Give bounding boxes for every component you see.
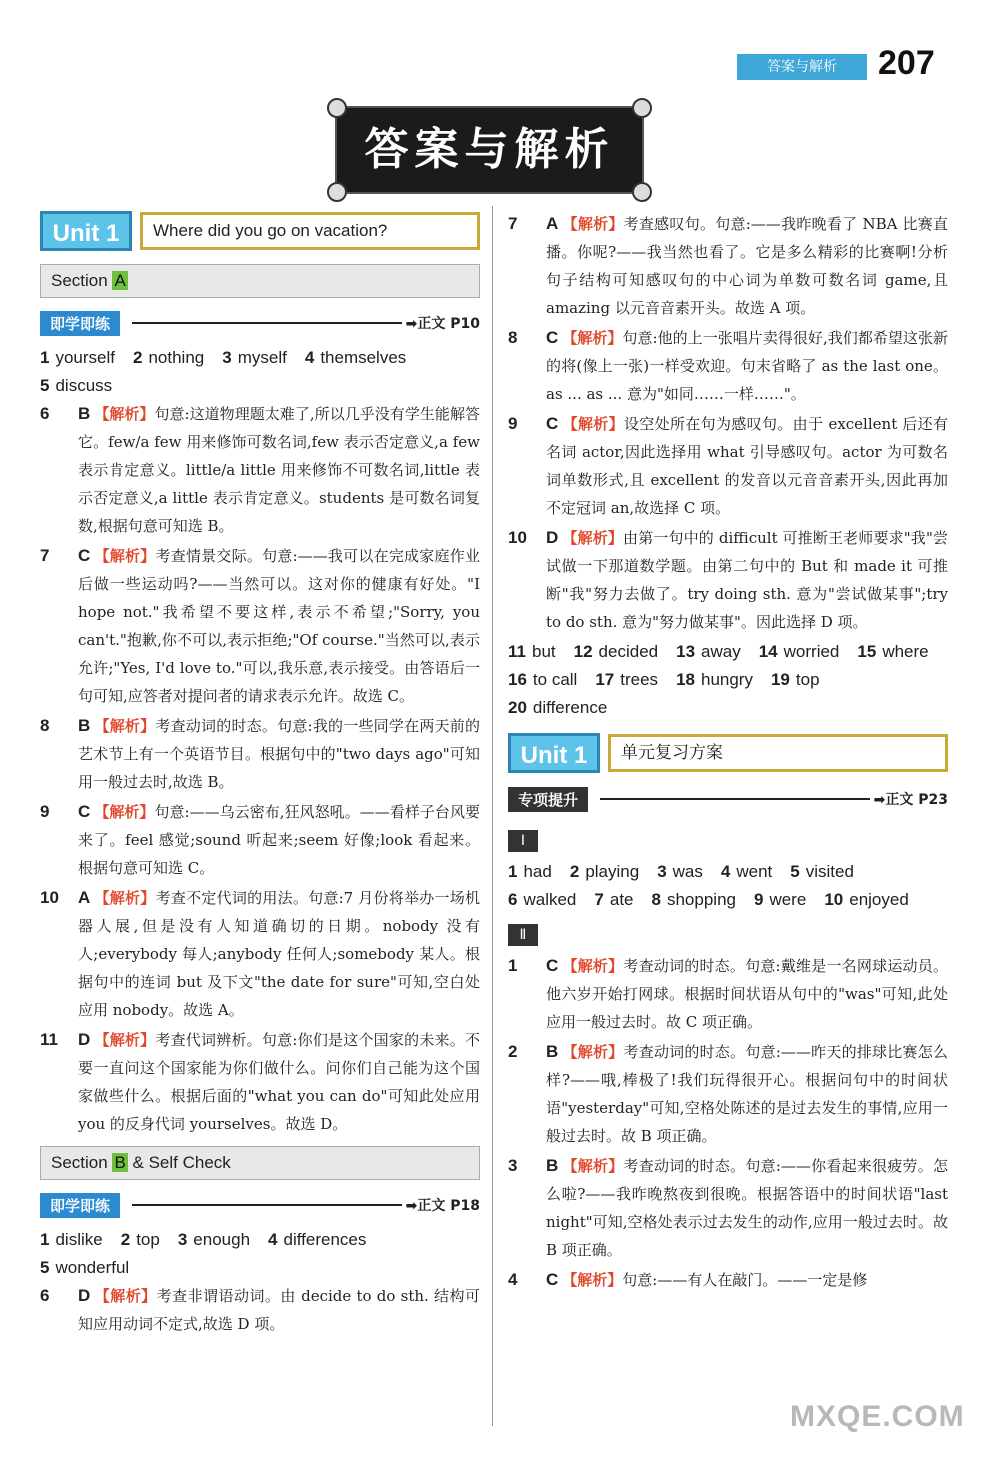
answer-number: 16 (508, 670, 527, 689)
right-column (508, 210, 948, 1296)
item-number (508, 952, 546, 1036)
unit-tag: Unit 1 (508, 733, 600, 773)
answer-item (594, 886, 633, 914)
item-text (546, 210, 948, 322)
answer-choice: C (546, 328, 559, 347)
question-number: 4 (508, 1270, 518, 1289)
answer-item (508, 638, 556, 666)
analysis-text: 考查感叹句。句意:——我昨晚看了 NBA 比赛直播。你呢?——我当然也看了。它是多么精彩的比赛啊!分析句子结构可知感叹句的中心词为单数可数名词 game,且 amazing 以元音音素开头。故选 A 项。 (546, 215, 948, 317)
answer-word: visited (805, 862, 854, 881)
question-number: 9 (40, 802, 50, 821)
item-text (78, 712, 480, 796)
answer-item (40, 344, 115, 372)
analysis-text: 考查非谓语动词。由 decide to do sth. 结构可知应用动词不定式,故选 D 项。 (78, 1287, 480, 1333)
section-prefix: Section (51, 271, 108, 290)
answer-list (40, 344, 480, 400)
section-b-header (40, 1146, 480, 1180)
analysis-text: 考查不定代词的用法。句意:7 月份将举办一场机器人展,但是没有人知道确切的日期。nobody 没有人;everybody 每人;anybody 任何人;somebody 某人。根据句中的连词 but 及下文"the date for sure"可知,空白处应用 nobody。故选 A。 (78, 889, 480, 1019)
answer-word: where (882, 642, 929, 661)
answer-item (508, 886, 576, 914)
question-number: 6 (40, 1286, 50, 1305)
answer-word: differences (283, 1230, 367, 1249)
analysis-label: 【解析】 (94, 1287, 157, 1305)
explanation-item (508, 1038, 948, 1150)
analysis-text: 考查动词的时态。句意:戴维是一名网球运动员。他六岁开始打网球。根据时间状语从句中的"was"可知,此处应用一般过去时。故 C 项正确。 (546, 957, 948, 1031)
analysis-text: 考查动词的时态。句意:——昨天的排球比赛怎么样?——哦,棒极了!我们玩得很开心。根据问句中的时间状语"yesterday"可知,空格处陈述的是过去发生的事情,应用一般过去时。故 B 项正确。 (546, 1043, 948, 1145)
answer-item (759, 638, 840, 666)
question-number: 8 (40, 716, 50, 735)
explanation-item (40, 712, 480, 796)
answer-number: 3 (177, 1230, 188, 1249)
answer-list (508, 638, 948, 722)
unit-title: 单元复习方案 (608, 734, 948, 772)
analysis-label: 【解析】 (562, 415, 624, 433)
answer-choice: A (78, 888, 91, 907)
answer-word: hungry (700, 670, 753, 689)
item-number (40, 798, 78, 882)
answer-word: yourself (55, 348, 115, 367)
banner-text: 答案与解析 (364, 124, 615, 175)
analysis-label: 【解析】 (562, 529, 624, 547)
analysis-text: 考查代词辨析。句意:你们是这个国家的未来。不要一直问这个国家能为你们做什么。问你们自己能为这个国家做些什么。根据后面的"what you can do"可知此处应用 you 的反身代词 yourselves。故选 D。 (78, 1031, 480, 1133)
answer-item (178, 1226, 250, 1254)
analysis-text: 考查动词的时态。句意:——你看起来很疲劳。怎么啦?——我昨晚熬夜到很晚。根据答语中的时间状语"last night"可知,空格处表示过去发生的动作,应用一般过去时。故 B 项正确。 (546, 1157, 948, 1259)
page-ref: ➡正文 P23 (873, 792, 948, 808)
answer-choice: C (546, 414, 559, 433)
answer-word: top (795, 670, 820, 689)
answer-word: trees (620, 670, 659, 689)
answer-number: 2 (569, 862, 580, 881)
answer-item (754, 886, 806, 914)
answer-number: 2 (120, 1230, 131, 1249)
item-number (508, 1266, 546, 1294)
answer-word: enjoyed (849, 890, 909, 909)
answer-choice: D (546, 528, 559, 547)
banner-knob (327, 182, 347, 202)
analysis-label: 【解析】 (94, 547, 156, 565)
analysis-text: 句意:——有人在敲门。——一定是修 (622, 1271, 868, 1289)
answer-item (574, 638, 658, 666)
unit-header (508, 732, 948, 774)
answer-number: 3 (657, 862, 667, 881)
answer-number: 17 (595, 670, 615, 689)
item-text (78, 884, 480, 1024)
explanation-item (40, 400, 480, 540)
question-number: 10 (508, 528, 527, 547)
section-letter: A (114, 271, 126, 290)
answer-word: went (736, 862, 773, 881)
explanation-item (508, 324, 948, 408)
explanation-item (508, 410, 948, 522)
unit-tag: Unit 1 (40, 211, 132, 251)
analysis-label: 【解析】 (94, 405, 155, 423)
practice-line (600, 798, 870, 800)
answer-word: nothing (148, 348, 205, 367)
explanation-item (40, 798, 480, 882)
practice-line (132, 322, 402, 324)
answer-number: 18 (676, 670, 695, 689)
section-prefix: Section (51, 1153, 108, 1172)
explanation-list (40, 1282, 480, 1338)
answer-item (676, 666, 753, 694)
item-text (546, 1266, 948, 1294)
explanation-item (508, 1266, 948, 1294)
practice-tag: 即学即练 (40, 1193, 120, 1218)
question-number: 1 (508, 956, 518, 975)
explanation-list (508, 952, 948, 1294)
answer-item (268, 1226, 366, 1254)
answer-word: walked (523, 890, 577, 909)
answer-number: 9 (753, 890, 764, 909)
answer-item (790, 858, 854, 886)
analysis-label: 【解析】 (562, 1157, 624, 1175)
section-letter: B (114, 1153, 126, 1172)
answer-item (595, 666, 658, 694)
item-text (546, 952, 948, 1036)
answer-item (657, 858, 703, 886)
answer-item (652, 886, 736, 914)
analysis-label: 【解析】 (94, 803, 155, 821)
answer-number: 4 (268, 1230, 278, 1249)
answer-item (222, 344, 287, 372)
question-number: 7 (40, 546, 50, 565)
question-number: 10 (40, 888, 59, 907)
answer-number: 8 (651, 890, 661, 909)
answer-number: 20 (508, 698, 527, 717)
analysis-label: 【解析】 (562, 1043, 624, 1061)
answer-number: 10 (824, 890, 844, 909)
answer-word: myself (237, 348, 287, 367)
answer-word: were (769, 890, 807, 909)
analysis-label: 【解析】 (94, 1031, 156, 1049)
answer-number: 19 (770, 670, 790, 689)
practice-tag: 即学即练 (40, 311, 120, 336)
answer-word: had (523, 862, 552, 881)
item-text (546, 1038, 948, 1150)
answer-list (40, 1226, 480, 1282)
answer-word: dislike (55, 1230, 103, 1249)
left-column (40, 210, 480, 1340)
part-marker: Ⅰ (508, 830, 538, 852)
banner-knob (632, 182, 652, 202)
answer-number: 4 (720, 862, 731, 881)
item-number (508, 524, 546, 636)
answer-item (676, 638, 741, 666)
analysis-text: 考查情景交际。句意:——我可以在完成家庭作业后做一些运动吗?——当然可以。这对你的健康有好处。"I hope not."我希望不要这样,表示不希望;"Sorry, you can't."抱歉,你不可以,表示拒绝;"Of course."当然可以,表示允许;"Yes, I'd love to."可以,我乐意,表示接受。由答语后一句可知,应答者对提问者的请求表示允许。故选 C。 (78, 547, 480, 705)
answer-item (508, 858, 552, 886)
practice-bar (508, 786, 948, 812)
answer-word: difference (532, 698, 608, 717)
practice-line (132, 1204, 402, 1206)
section-a-header (40, 264, 480, 298)
answer-choice: B (78, 716, 91, 735)
watermark: MXQE.COM (790, 1400, 965, 1433)
answer-number: 12 (573, 642, 593, 661)
answer-item (857, 638, 928, 666)
answer-choice: C (546, 956, 559, 975)
answer-list (508, 858, 948, 914)
answer-number: 4 (304, 348, 315, 367)
explanation-item (508, 952, 948, 1036)
analysis-label: 【解析】 (94, 717, 156, 735)
analysis-label: 【解析】 (562, 957, 624, 975)
answer-number: 1 (40, 348, 50, 367)
answer-choice: A (546, 214, 559, 233)
item-number (40, 542, 78, 710)
answer-number: 2 (133, 348, 143, 367)
unit-title: Where did you go on vacation? (140, 212, 480, 250)
answer-item (121, 1226, 160, 1254)
answer-number: 5 (40, 376, 50, 395)
item-text (78, 400, 480, 540)
answer-number: 7 (594, 890, 604, 909)
item-number (508, 324, 546, 408)
page-ref: ➡正文 P10 (405, 316, 480, 332)
analysis-label: 【解析】 (562, 215, 624, 233)
answer-word: wonderful (55, 1258, 130, 1277)
question-number: 2 (508, 1042, 518, 1061)
item-text (78, 1026, 480, 1138)
item-number (508, 210, 546, 322)
answer-choice: C (78, 802, 91, 821)
item-text (546, 524, 948, 636)
explanation-item (40, 884, 480, 1024)
question-number: 8 (508, 328, 518, 347)
practice-bar (40, 310, 480, 336)
question-number: 7 (508, 214, 518, 233)
answer-word: decided (598, 642, 659, 661)
answer-item (570, 858, 639, 886)
explanation-item (40, 1026, 480, 1138)
answer-word: top (136, 1230, 160, 1249)
explanation-item (40, 542, 480, 710)
analysis-text: 由第一句中的 difficult 可推断王老师要求"我"尝试做一下那道数学题。由第二句中的 But 和 made it 可推断"我"努力去做了。try doing sth. 意为"尝试做某事";try to do sth. 意为"努力做某事"。因此选择 D 项。 (546, 529, 948, 631)
answer-item (824, 886, 908, 914)
banner-knob (327, 98, 347, 118)
banner-knob (632, 98, 652, 118)
item-text (546, 410, 948, 522)
item-number (40, 400, 78, 540)
answer-number: 14 (758, 642, 778, 661)
analysis-text: 句意:这道物理题太难了,所以几乎没有学生能解答它。few/a few 用来修饰可数名词,few 表示否定意义,a few 表示肯定意义。little/a little 用来修饰不可数名词,little 表示否定意义,a little 表示肯定意义。students 是可数名词复数,根据句意可知选 B。 (78, 405, 480, 535)
practice-tag: 专项提升 (508, 787, 588, 812)
answer-choice: C (78, 546, 91, 565)
page-number: 207 (878, 44, 935, 82)
item-number (508, 1152, 546, 1264)
answer-item (40, 1254, 129, 1282)
answer-word: shopping (666, 890, 736, 909)
answer-word: enough (193, 1230, 251, 1249)
part-marker: Ⅱ (508, 924, 538, 946)
answer-item (508, 666, 577, 694)
question-number: 3 (508, 1156, 518, 1175)
answer-word: ate (609, 890, 634, 909)
answer-item (508, 694, 607, 722)
answer-item (721, 858, 772, 886)
item-number (40, 884, 78, 1024)
column-divider (492, 206, 493, 1426)
question-number: 9 (508, 414, 518, 433)
explanation-item (40, 1282, 480, 1338)
answer-item (305, 344, 406, 372)
item-text (78, 542, 480, 710)
practice-bar (40, 1192, 480, 1218)
explanation-item (508, 1152, 948, 1264)
item-number (508, 410, 546, 522)
answer-choice: B (546, 1156, 559, 1175)
answer-choice: D (78, 1286, 91, 1305)
banner-title (335, 106, 644, 194)
item-number (40, 1282, 78, 1338)
answer-choice: B (546, 1042, 559, 1061)
analysis-text: 句意:他的上一张唱片卖得很好,我们都希望这张新的将(像上一张)一样受欢迎。句末省略了 as the last one。as ... as ... 意为"如同……一样……"。 (546, 329, 948, 403)
answer-word: themselves (320, 348, 407, 367)
answer-number: 1 (508, 862, 518, 881)
answer-item (40, 1226, 103, 1254)
item-number (508, 1038, 546, 1150)
header-label: 答案与解析 (737, 54, 867, 80)
section-suffix: & Self Check (132, 1153, 231, 1172)
question-number: 6 (40, 404, 50, 423)
answer-word: away (701, 642, 741, 661)
answer-word: to call (532, 670, 578, 689)
answer-word: discuss (55, 376, 113, 395)
answer-number: 1 (40, 1230, 50, 1249)
answer-word: worried (783, 642, 840, 661)
analysis-text: 句意:——乌云密布,狂风怒吼。——看样子台风要来了。feel 感觉;sound 听起来;seem 好像;look 看起来。根据句意可知选 C。 (78, 803, 480, 877)
analysis-label: 【解析】 (562, 329, 623, 347)
answer-item (40, 372, 112, 400)
answer-word: but (531, 642, 556, 661)
analysis-text: 设空处所在句为感叹句。由于 excellent 后还有名词 actor,因此选择用 what 引导感叹句。actor 为可数名词单数形式,且 excellent 的发音以元音音素开头,因此再加不定冠词 an,故选择 C 项。 (546, 415, 948, 517)
analysis-label: 【解析】 (94, 889, 156, 907)
item-number (40, 1026, 78, 1138)
answer-number: 3 (222, 348, 232, 367)
answer-number: 5 (790, 862, 800, 881)
answer-item (133, 344, 204, 372)
item-text (546, 1152, 948, 1264)
unit-header (40, 210, 480, 252)
answer-number: 15 (857, 642, 877, 661)
answer-word: playing (585, 862, 640, 881)
item-text (78, 1282, 480, 1338)
answer-number: 11 (508, 642, 526, 661)
item-text (78, 798, 480, 882)
explanation-list (40, 400, 480, 1138)
answer-number: 6 (508, 890, 518, 909)
answer-choice: D (78, 1030, 91, 1049)
explanation-item (508, 524, 948, 636)
answer-word: was (672, 862, 703, 881)
explanation-list (508, 210, 948, 636)
answer-item (771, 666, 820, 694)
analysis-text: 考查动词的时态。句意:我的一些同学在两天前的艺术节上有一个英语节目。根据句中的"two days ago"可知用一般过去时,故选 B。 (78, 717, 480, 791)
answer-choice: C (546, 1270, 559, 1289)
item-number (40, 712, 78, 796)
question-number: 11 (40, 1030, 58, 1049)
answer-number: 5 (40, 1258, 50, 1277)
page-ref: ➡正文 P18 (405, 1198, 480, 1214)
answer-choice: B (78, 404, 91, 423)
analysis-label: 【解析】 (562, 1271, 623, 1289)
item-text (546, 324, 948, 408)
answer-number: 13 (676, 642, 696, 661)
explanation-item (508, 210, 948, 322)
